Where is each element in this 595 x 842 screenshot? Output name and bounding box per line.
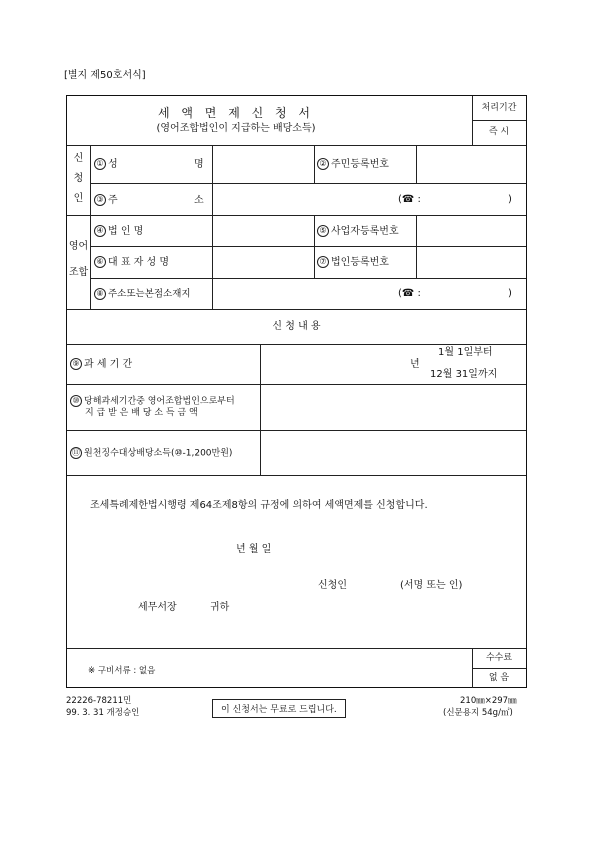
fee-label: 수수료 <box>485 653 513 663</box>
date-line: 년 월 일 <box>236 544 272 555</box>
biz-no-label: ⑤ 사업자등록번호 <box>317 225 399 237</box>
signer-label: 신청인 <box>318 580 347 591</box>
statement-text: 조세특례제한법시행령 제64조제8항의 규정에 의하여 세액면제를 신청합니다. <box>90 500 428 511</box>
corp-group-2: 조합 <box>68 267 89 278</box>
content-header: 신 청 내 용 <box>272 321 321 332</box>
corp-phone-suffix: ) <box>508 288 512 299</box>
corp-reg-field[interactable] <box>417 247 526 278</box>
corp-reg-label: ⑦ 법인등록번호 <box>317 256 389 268</box>
num-9: ⑨ <box>70 358 82 370</box>
num-5: ⑤ <box>317 225 329 237</box>
form-code: [별지 제50호서식] <box>64 70 146 81</box>
tax-office-label: 세무서장 <box>138 602 177 613</box>
attachments-text: ※ 구비서류 : 없음 <box>88 666 156 676</box>
rep-name-label: ⑥ 대 표 자 성 명 <box>94 256 169 268</box>
period-to: 12월 31일까지 <box>430 369 498 380</box>
name-label: ① 성 <box>94 158 118 170</box>
address-field[interactable] <box>213 184 526 215</box>
corp-group-1: 영어 <box>68 241 89 252</box>
rrn-label: ② 주민등록번호 <box>317 158 389 170</box>
address-label-end: 소 <box>194 195 204 206</box>
name-field[interactable] <box>213 146 314 183</box>
period-year: 년 <box>410 359 420 370</box>
biz-no-field[interactable] <box>417 216 526 246</box>
footer-code-2: 99. 3. 31 개정승인 <box>66 708 140 718</box>
applicant-group-3: 인 <box>73 193 84 204</box>
fee-value: 없 음 <box>488 673 510 683</box>
name-label-end: 명 <box>194 159 204 170</box>
num-10: ⑩ <box>70 395 82 407</box>
dividend-amount-field[interactable] <box>261 385 526 430</box>
num-3: ③ <box>94 194 106 206</box>
signer-sign: (서명 또는 인) <box>400 580 463 591</box>
applicant-phone-suffix: ) <box>508 194 512 205</box>
footer-size: 210㎜×297㎜ <box>460 696 517 706</box>
dividend-label-1: ⑩ 당해과세기간중 영어조합법인으로부터 <box>70 395 235 407</box>
period-label: ⑨ 과 세 기 간 <box>70 358 132 370</box>
hq-address-field[interactable] <box>213 279 526 309</box>
form-subtitle: (영어조합법인이 지급하는 배당소득) <box>156 123 316 134</box>
num-8: ⑧ <box>94 288 106 300</box>
footer-code-1: 22226-78211민 <box>66 696 132 706</box>
corp-name-field[interactable] <box>213 216 314 246</box>
hq-address-label: ⑧ 주소또는본점소재지 <box>94 288 191 300</box>
footer-paper: (신문용지 54g/㎡) <box>443 708 513 718</box>
period-from: 1월 1일부터 <box>438 347 493 358</box>
applicant-group-2: 청 <box>73 173 84 184</box>
processing-value: 즉 시 <box>488 127 510 137</box>
num-1: ① <box>94 158 106 170</box>
num-6: ⑥ <box>94 256 106 268</box>
dividend-label-2: 지 급 받 은 배 당 소 득 금 액 <box>85 408 198 418</box>
processing-label: 처리기간 <box>481 103 517 113</box>
rep-name-field[interactable] <box>213 247 314 278</box>
honorific: 귀하 <box>210 602 230 613</box>
applicant-group-1: 신 <box>73 153 84 164</box>
withholding-amount-field[interactable] <box>261 431 526 475</box>
num-4: ④ <box>94 225 106 237</box>
corp-name-label: ④ 법 인 명 <box>94 225 143 237</box>
free-notice: 이 신청서는 무료로 드립니다. <box>212 699 346 718</box>
corp-phone-prefix: (☎ : <box>398 288 421 299</box>
num-2: ② <box>317 158 329 170</box>
rrn-field[interactable] <box>417 146 526 183</box>
applicant-phone-prefix: (☎ : <box>398 194 421 205</box>
form-title: 세 액 면 제 신 청 서 <box>157 106 315 120</box>
num-11: ⑪ <box>72 448 80 457</box>
address-label: ③ 주 <box>94 194 118 206</box>
withholding-label: ⑪ 원천징수대상배당소득(⑩-1,200만원) <box>72 448 233 459</box>
num-7: ⑦ <box>317 256 329 268</box>
